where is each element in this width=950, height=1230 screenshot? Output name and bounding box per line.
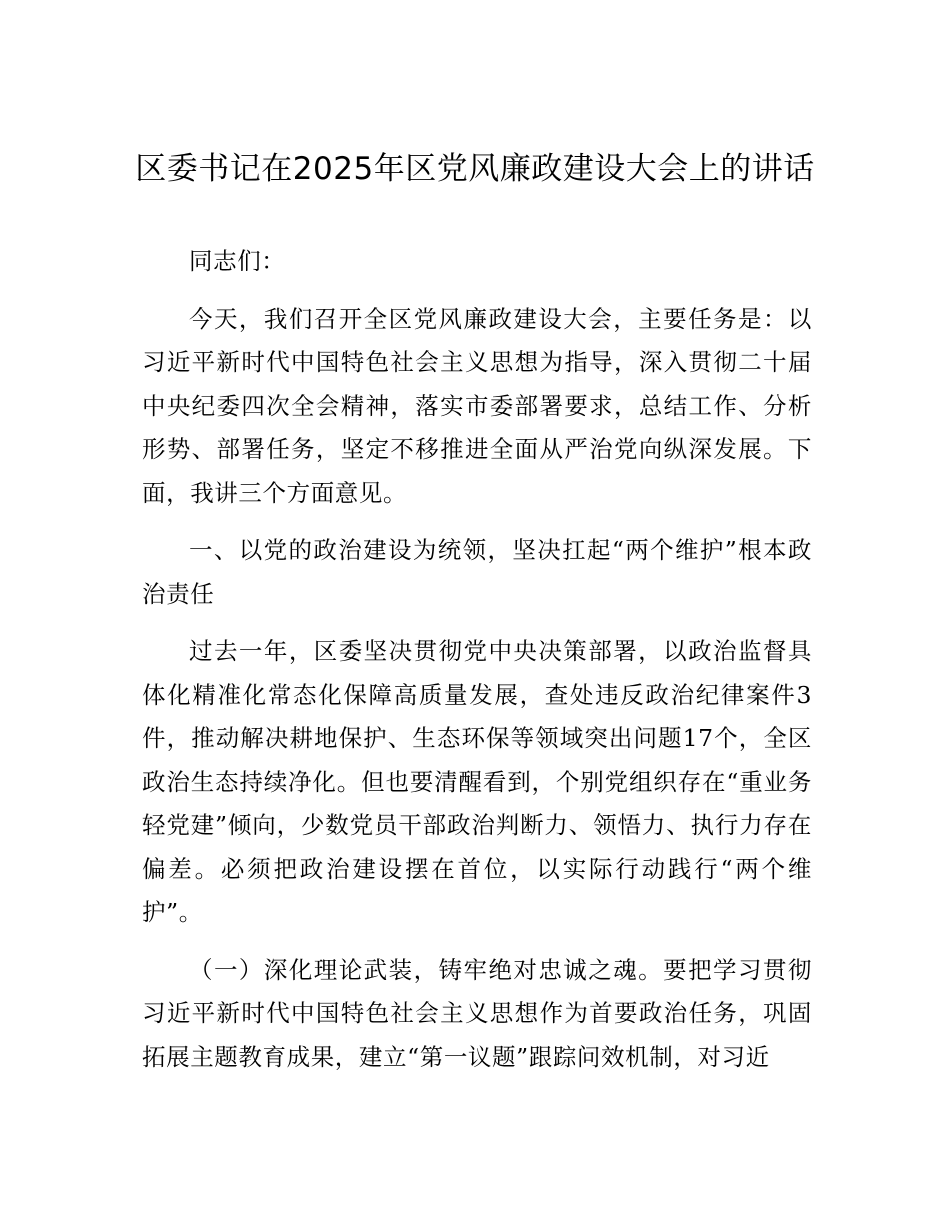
section-heading-1: 一、以党的政治建设为统领，坚决扛起“两个维护”根本政治责任 bbox=[142, 536, 812, 608]
document-title: 区委书记在2025年区党风廉政建设大会上的讲话 bbox=[135, 151, 815, 187]
paragraph-intro: 今天，我们召开全区党风廉政建设大会，主要任务是：以习近平新时代中国特色社会主义思想为指导，深入贯彻二十届中央纪委四次全会精神，落实市委部署要求，总结工作、分析形势、部署任务，坚定不移推进全面从严治党向纵深发展。下面，我讲三个方面意见。 bbox=[142, 304, 812, 507]
paragraph-greeting: 同志们： bbox=[189, 247, 286, 275]
paragraph-review: 过去一年，区委坚决贯彻党中央决策部署，以政治监督具体化精准化常态化保障高质量发展，查处违反政治纪律案件3件，推动解决耕地保护、生态环保等领域突出问题17个，全区政治生态持续净化。但也要清醒看到，个别党组织存在“重业务轻党建”倾向，少数党员干部政治判断力、领悟力、执行力存在偏差。必须把政治建设摆在首位，以实际行动践行“两个维护”。 bbox=[142, 637, 812, 926]
paragraph-subsection-1: （一）深化理论武装，铸牢绝对忠诚之魂。要把学习贯彻习近平新时代中国特色社会主义思想作为首要政治任务，巩固拓展主题教育成果，建立“第一议题”跟踪问效机制，对习近 bbox=[142, 955, 812, 1071]
document-body bbox=[142, 240, 812, 1093]
